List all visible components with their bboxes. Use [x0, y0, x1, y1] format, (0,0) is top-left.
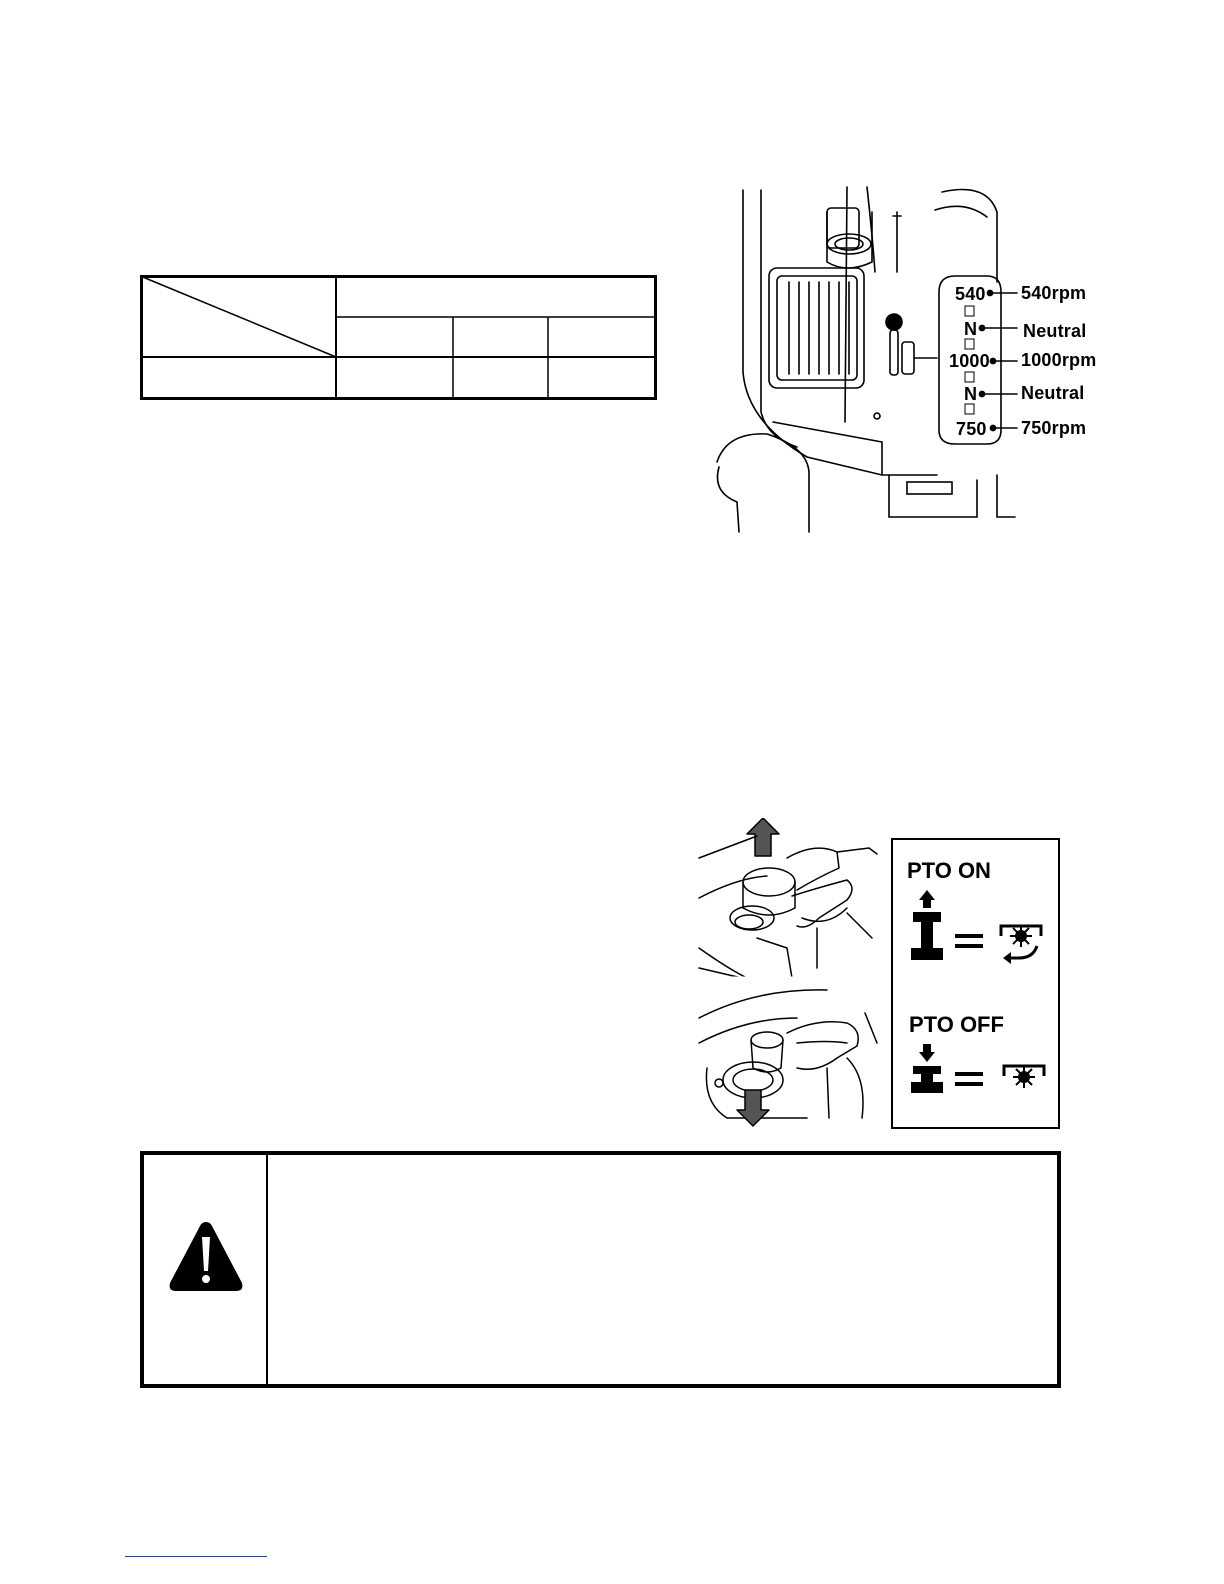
warning-text [270, 1155, 1057, 1384]
warning-icon-cell [144, 1155, 268, 1384]
callout-750rpm: 750rpm [1021, 418, 1087, 438]
callout-1000rpm: 1000rpm [1021, 350, 1097, 370]
dial-mark-1000: 1000 [949, 351, 990, 371]
knob-raised-icon [907, 890, 947, 962]
pto-on-off-legend [891, 838, 1060, 1129]
warning-triangle-icon [166, 1219, 246, 1295]
pto-speed-selector-figure [697, 172, 1097, 552]
equals-icon [955, 1072, 983, 1086]
dial-mark-neutral-2: N [964, 384, 978, 404]
dial-mark-750: 750 [956, 419, 987, 439]
pto-shaft-stopped-icon [1001, 1062, 1047, 1092]
pto-knob-operation-figure [697, 818, 882, 1128]
pto-speed-table [140, 275, 657, 400]
callout-neutral-1: Neutral [1023, 321, 1087, 341]
pto-on-title: PTO ON [907, 858, 991, 883]
equals-icon [955, 934, 983, 948]
footer-link-rule [125, 1556, 267, 1557]
callout-neutral-2: Neutral [1021, 383, 1085, 403]
knob-pressed-icon [907, 1044, 947, 1094]
dial-mark-540: 540 [955, 284, 986, 304]
pto-shaft-rotating-icon [997, 922, 1045, 966]
warning-box [140, 1151, 1061, 1388]
dial-mark-neutral-1: N [964, 319, 978, 339]
pto-off-title: PTO OFF [909, 1012, 1004, 1037]
callout-540rpm: 540rpm [1021, 283, 1087, 303]
